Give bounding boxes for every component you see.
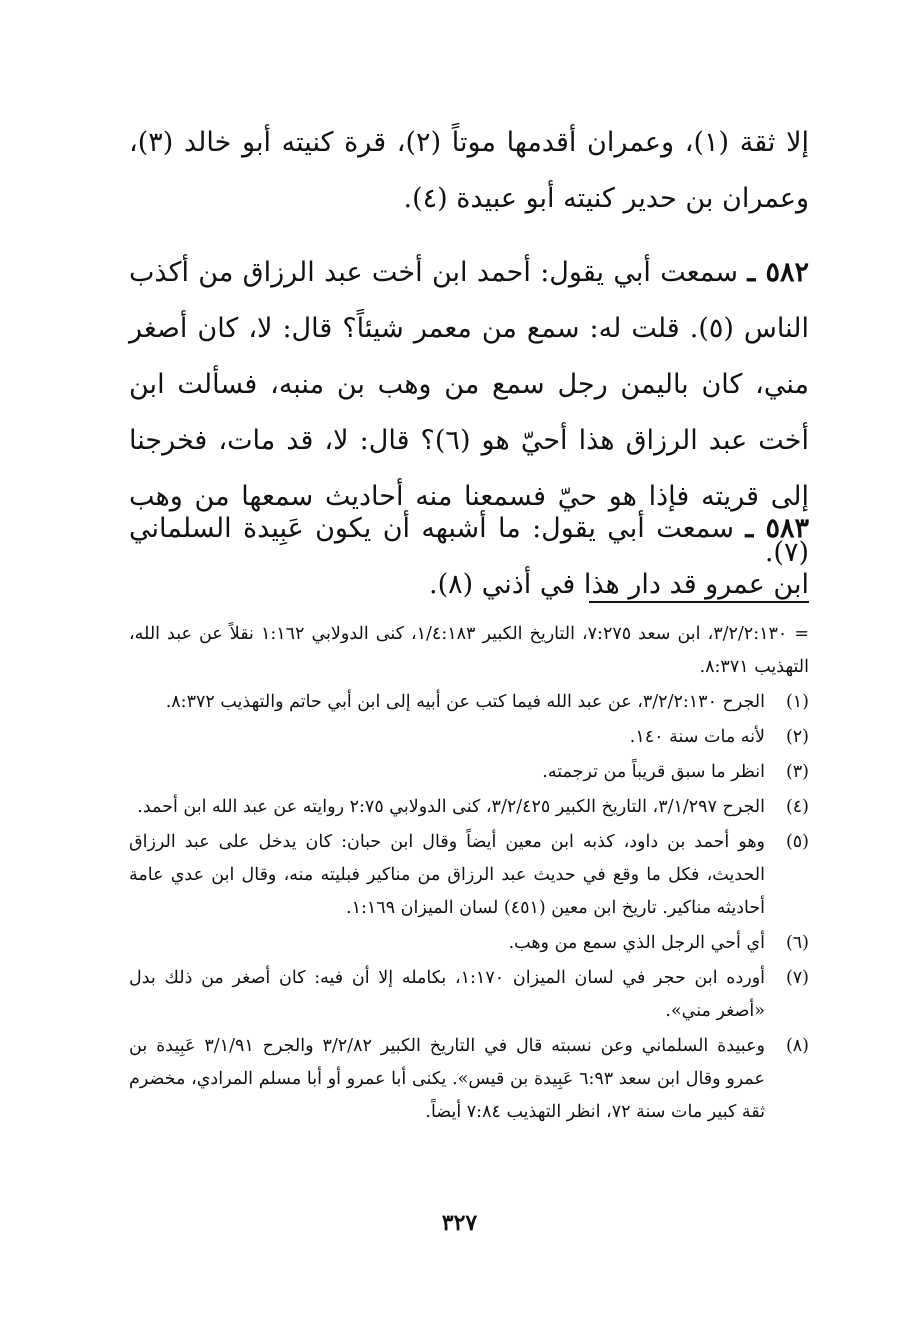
- footnote-text: الجرح ٣/١/٢٩٧، التاريخ الكبير ٣/٢/٤٢٥، كنى الدولابي ٢:٧٥ روايته عن عبد الله ابن أحمد.: [137, 797, 765, 817]
- footnote-number: (٤): [785, 797, 809, 817]
- footnote-item: [129, 756, 809, 789]
- footnotes-section: [129, 618, 809, 1131]
- paragraph-number-582: ٥٨٢ ـ: [747, 257, 810, 288]
- intro-paragraph: إلا ثقة (١)، وعمران أقدمها موتاً (٢)، قرة كنيته أبو خالد (٣)، وعمران بن حدير كنيته أبو عبيدة (٤).: [129, 127, 809, 214]
- footnote-text: أورده ابن حجر في لسان الميزان ١:١٧٠، بكامله إلا أن فيه: كان أصغر من ذلك بدل «أصغر مني».: [129, 968, 766, 1021]
- footnote-divider: [589, 601, 809, 603]
- footnote-number: (٧): [785, 968, 809, 988]
- paragraph-583: [129, 501, 809, 613]
- paragraph-number-583: ٥٨٣ ـ: [745, 513, 809, 544]
- paragraph-582-text: سمعت أبي يقول: أحمد ابن أخت عبد الرزاق من أكذب الناس (٥). قلت له: سمع من معمر شيئاً؟ قال: لا، كان أصغر مني، كان باليمن رجل سمع من وهب بن منبه، فسألت ابن أخت عبد الرزاق هذا أحيّ هو (٦)؟ قال: لا، قد مات، فخرجنا إلى قريته فإذا هو حيّ فسمعنا منه أحاديث سمعها من وهب (٧).: [129, 257, 809, 568]
- footnote-text: وهو أحمد بن داود، كذبه ابن معين أيضاً وقال ابن حبان: كان يدخل على عبد الرزاق الحديث، فكل ما وقع في حديث عبد الرزاق من مناكير فبليته منه، وقال ابن عدي عامة أحاديثه مناكير. تاريخ ابن معين (٤٥١) لسان الميزان ١:١٦٩.: [129, 832, 765, 918]
- paragraph-583-text: سمعت أبي يقول: ما أشبهه أن يكون عَبِيدة السلماني ابن عمرو قد دار هذا في أذني (٨).: [129, 513, 809, 600]
- footnote-item: [129, 791, 809, 824]
- footnote-number: (٢): [785, 727, 809, 747]
- footnote-text: الجرح ٣/٢/٢:١٣٠، عن عبد الله فيما كتب عن أبيه إلى ابن أبي حاتم والتهذيب ٨:٣٧٢.: [165, 692, 765, 712]
- footnote-text: وعبيدة السلماني وعن نسبته قال في التاريخ الكبير ٣/٢/٨٢ والجرح ٣/١/٩١ عَبِيدة بن عمرو وقال ابن سعد ٦:٩٣ عَبِيدة بن قيس». يكنى أبا عمرو أو أبا مسلم المرادي، مخضرم ثقة كبير مات سنة ٧٢، انظر التهذيب ٧:٨٤ أيضاً.: [129, 1036, 765, 1122]
- footnote-number: (٣): [785, 762, 809, 782]
- footnote-text: انظر ما سبق قريباً من ترجمته.: [542, 762, 765, 782]
- footnote-number: (٥): [785, 832, 809, 852]
- footnote-number: (٦): [785, 933, 809, 953]
- footnote-item: [129, 826, 809, 925]
- footnote-number: (٨): [785, 1036, 809, 1056]
- footnote-item: [129, 1030, 809, 1129]
- footnote-item: [129, 721, 809, 754]
- footnote-continuation: [129, 618, 809, 684]
- footnote-text: لأنه مات سنة ١٤٠.: [629, 727, 765, 747]
- footnote-number: (١): [785, 692, 809, 712]
- page-number: ٣٢٧: [441, 1210, 478, 1236]
- footnote-continuation-text: = ٣/٢/٢:١٣٠، ابن سعد ٧:٢٧٥، التاريخ الكبير ١/٤:١٨٣، كنى الدولابي ١:١٦٢ نقلاً عن عبد الله، التهذيب ٨:٣٧١.: [129, 624, 809, 677]
- footnote-item: [129, 927, 809, 960]
- footnote-item: [129, 962, 809, 1028]
- footnote-item: [129, 686, 809, 719]
- footnote-text: أي أحي الرجل الذي سمع من وهب.: [508, 933, 765, 953]
